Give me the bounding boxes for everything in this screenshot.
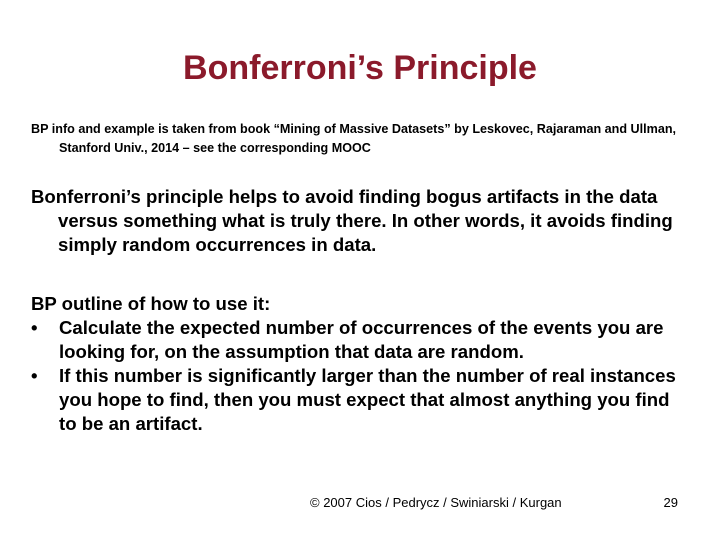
outline-section — [31, 292, 691, 436]
bullet-icon: • — [31, 317, 38, 338]
footer-credit: © 2007 Cios / Pedrycz / Swiniarski / Kurgan — [310, 495, 562, 510]
bullet-text: If this number is significantly larger than the number of real instances you hope to find, then you must expect that almost anything you find to be an artifact. — [59, 365, 676, 434]
list-item — [31, 364, 691, 436]
outline-heading: BP outline of how to use it: — [31, 293, 271, 314]
source-note: BP info and example is taken from book “Mining of Massive Datasets” by Leskovec, Rajaraman and Ullman, Stanford Univ., 2014 – see the corresponding MOOC — [31, 122, 677, 155]
page-number: 29 — [663, 495, 678, 510]
slide-title: Bonferroni’s Principle — [183, 49, 537, 87]
bullet-list — [31, 316, 691, 436]
list-item — [31, 316, 691, 364]
bullet-text: Calculate the expected number of occurrences of the events you are looking for, on the assumption that data are random. — [59, 317, 664, 362]
intro-paragraph: Bonferroni’s principle helps to avoid finding bogus artifacts in the data versus something what is truly there. In other words, it avoids finding simply random occurrences in data. — [31, 186, 673, 255]
bullet-icon: • — [31, 365, 38, 386]
